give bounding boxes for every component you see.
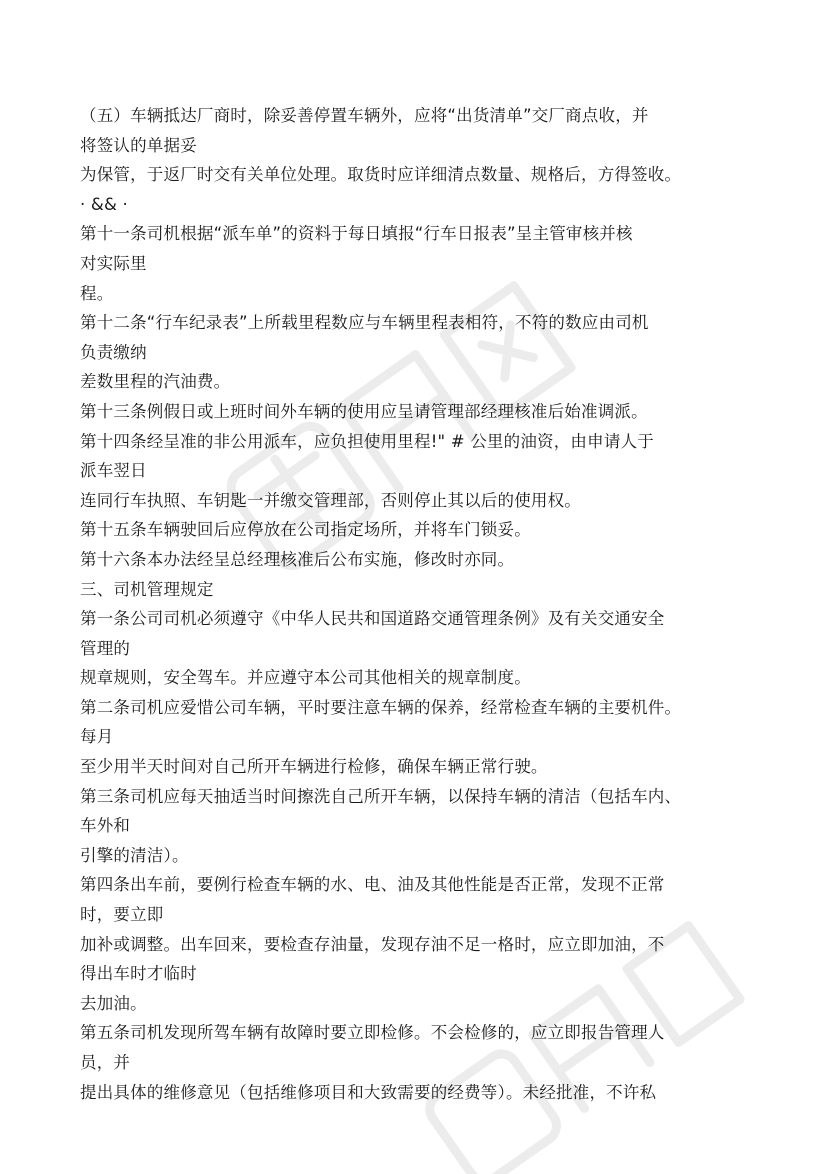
document-body bbox=[80, 101, 752, 1107]
text-line: 第十三条例假日或上班时间外车辆的使用应呈请管理部经理核准后始准调派。 bbox=[80, 401, 648, 421]
text-line: 第十一条司机根据“派车单”的资料于每日填报“行车日报表”呈主管审核并核 bbox=[80, 224, 633, 244]
text-line: 对实际里 bbox=[80, 253, 147, 273]
text-line: 提出具体的维修意见（包括维修项目和大致需要的经费等）。未经批准，不许私 bbox=[80, 1082, 657, 1102]
text-line: · && · bbox=[80, 194, 128, 214]
text-line: （五）车辆抵达厂商时，除妥善停置车辆外，应将“出货清单”交厂商点收，并 bbox=[80, 106, 649, 125]
text-line: 第二条司机应爱惜公司车辆，平时要注意车辆的保养，经常检查车辆的主要机件。 bbox=[80, 697, 682, 717]
text-line: 第一条公司司机必须遵守《中华人民共和国道路交通管理条例》及有关交通安全 bbox=[80, 609, 665, 629]
text-line: 规章规则，安全驾车。并应遵守本公司其他相关的规章制度。 bbox=[80, 668, 531, 688]
text-line: 至少用半天时间对自己所开车辆进行检修，确保车辆正常行驶。 bbox=[80, 757, 548, 777]
text-line: 第三条司机应每天抽适当时间擦洗自己所开车辆，以保持车辆的清洁（包括车内、 bbox=[80, 786, 682, 806]
section-heading: 三、司机管理规定 bbox=[80, 579, 214, 599]
text-line: 第五条司机发现所驾车辆有故障时要立即检修。不会检修的，应立即报告管理人 bbox=[80, 1023, 665, 1043]
text-line: 加补或调整。出车回来，要检查存油量，发现存油不足一格时，应立即加油，不 bbox=[80, 934, 665, 954]
text-line: 引擎的清洁）。 bbox=[80, 845, 189, 865]
text-line: 为保管，于返厂时交有关单位处理。取货时应详细清点数量、规格后，方得签收。 bbox=[80, 165, 682, 185]
text-line: 第四条出车前，要例行检查车辆的水、电、油及其他性能是否正常，发现不正常 bbox=[80, 875, 665, 895]
text-line: 第十五条车辆驶回后应停放在公司指定场所，并将车门锁妥。 bbox=[80, 520, 531, 540]
text-line: 每月 bbox=[80, 727, 114, 747]
text-line: 时，要立即 bbox=[80, 905, 164, 925]
text-line: 员，并 bbox=[80, 1053, 131, 1072]
text-line: 连同行车执照、车钥匙一并缴交管理部，否则停止其以后的使用权。 bbox=[80, 490, 581, 510]
text-line: 第十四条经呈准的非公用派车，应负担使用里程!" # 公里的油资，由申请人于 bbox=[80, 431, 654, 451]
text-line: 派车翌日 bbox=[80, 461, 147, 481]
text-line: 差数里程的汽油费。 bbox=[80, 372, 231, 392]
text-line: 第十二条“行车纪录表”上所载里程数应与车辆里程表相符，不符的数应由司机 bbox=[80, 313, 649, 333]
text-line: 管理的 bbox=[80, 638, 131, 658]
text-line: 去加油。 bbox=[80, 993, 147, 1013]
text-line: 程。 bbox=[80, 283, 114, 303]
text-line: 第十六条本办法经呈总经理核准后公布实施，修改时亦同。 bbox=[80, 549, 515, 569]
text-line: 负责缴纳 bbox=[80, 342, 147, 362]
text-line: 得出车时才临时 bbox=[80, 964, 197, 984]
text-line: 将签认的单据妥 bbox=[80, 135, 197, 155]
text-line: 车外和 bbox=[80, 816, 131, 836]
